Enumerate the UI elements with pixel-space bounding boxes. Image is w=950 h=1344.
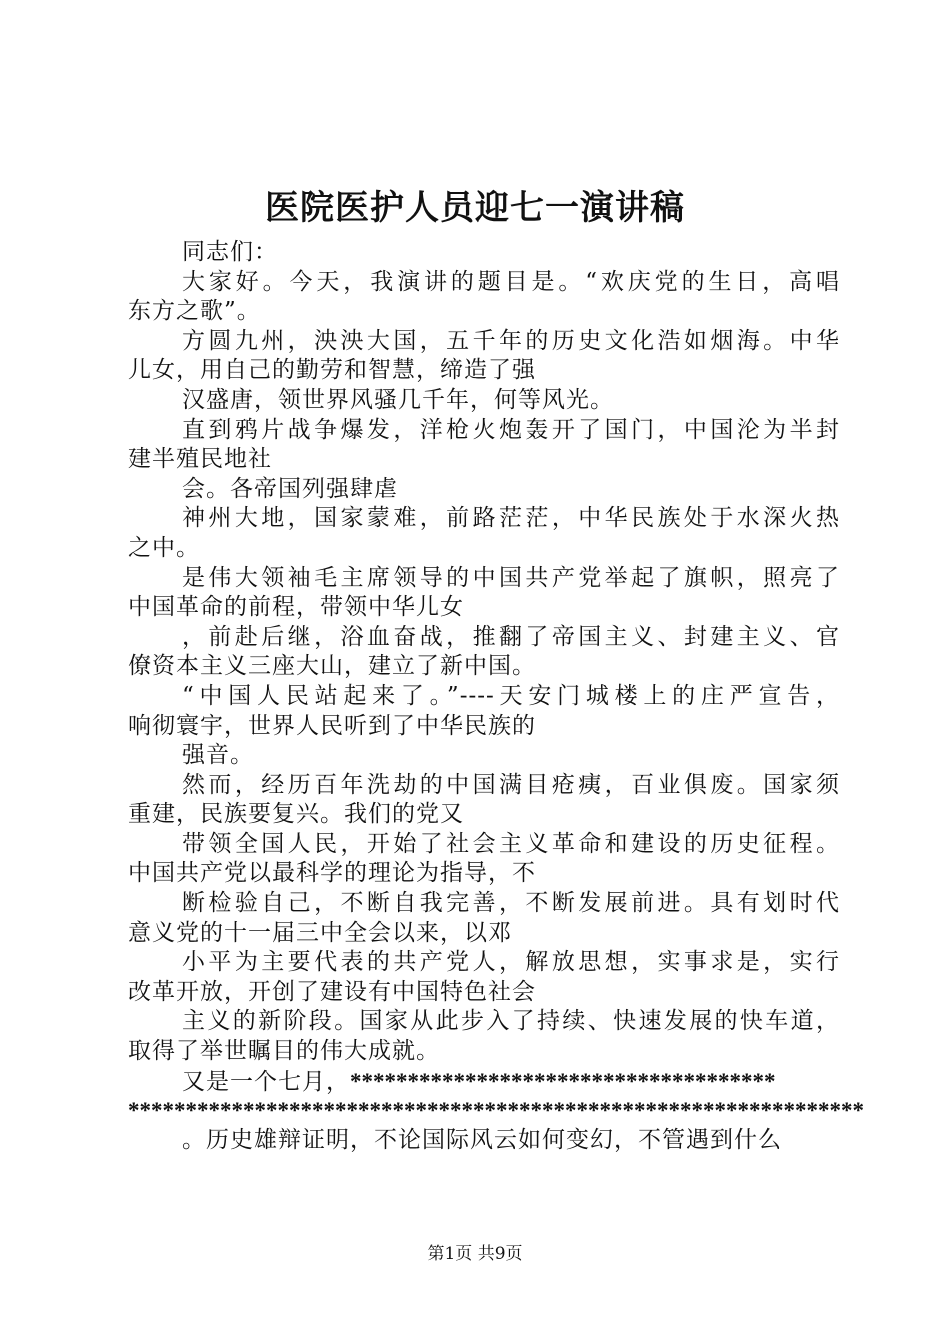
text-line: “中国人民站起来了。”----天安门城楼上的庄严宣告， [182, 682, 840, 709]
text-line: 断检验自己，不断自我完善，不断发展前进。具有划时代 [182, 890, 840, 917]
text-line: 意义党的十一届三中全会以来，以邓 [128, 919, 512, 946]
asterisk-run: ************************************* [350, 1068, 776, 1094]
text-line: 建半殖民地社 [128, 446, 272, 473]
text-line: 中国共产党以最科学的理论为指导，不 [128, 860, 536, 887]
text-line: 。历史雄辩证明，不论国际风云如何变幻，不管遇到什么 [182, 1126, 782, 1153]
text-line: 改革开放，开创了建设有中国特色社会 [128, 978, 536, 1005]
text-line: 是伟大领袖毛主席领导的中国共产党举起了旗帜，照亮了 [182, 564, 840, 591]
text-line: 大家好。今天，我演讲的题目是。“欢庆党的生日，高唱 [182, 268, 840, 295]
text-line [128, 1067, 840, 1097]
text-line: 东方之歌”。 [128, 298, 261, 325]
text-line: 强音。 [182, 742, 254, 769]
asterisk-line: **************************************************************** [128, 1098, 864, 1124]
text-line: 直到鸦片战争爆发，洋枪火炮轰开了国门，中国沦为半封 [182, 416, 840, 443]
text-line: 儿女，用自己的勤劳和智慧，缔造了强 [128, 357, 536, 384]
page-footer: 第1页 共9页 [427, 1244, 523, 1264]
text-line: 会。各帝国列强肆虐 [182, 475, 398, 502]
text-line: 神州大地，国家蒙难，前路茫茫，中华民族处于水深火热 [182, 505, 840, 532]
text-segment: 又是一个七月， [182, 1068, 350, 1095]
document-body [128, 238, 864, 1155]
text-line: 方圆九州，泱泱大国，五千年的历史文化浩如烟海。中华 [182, 327, 840, 354]
text-line: 重建，民族要复兴。我们的党又 [128, 801, 464, 828]
document-title: 医院医护人员迎七一演讲稿 [265, 188, 685, 228]
text-line: 响彻寰宇，世界人民听到了中华民族的 [128, 712, 536, 739]
text-line: 然而，经历百年洗劫的中国满目疮痍，百业俱废。国家须 [182, 771, 840, 798]
text-line: 同志们： [182, 239, 278, 265]
text-line: 主义的新阶段。国家从此步入了持续、快速发展的快车道， [182, 1008, 840, 1035]
text-line: 中国革命的前程，带领中华儿女 [128, 594, 464, 621]
text-line: 汉盛唐，领世界风骚几千年，何等风光。 [182, 386, 614, 413]
text-line: 带领全国人民，开始了社会主义革命和建设的历史征程。 [182, 830, 840, 857]
text-line: 之中。 [128, 534, 200, 561]
text-line: 取得了举世瞩目的伟大成就。 [128, 1038, 440, 1065]
text-line: 僚资本主义三座大山，建立了新中国。 [128, 653, 536, 680]
text-line: ，前赴后继，浴血奋战，推翻了帝国主义、封建主义、官 [182, 623, 840, 650]
text-line: 小平为主要代表的共产党人，解放思想，实事求是，实行 [182, 949, 840, 976]
